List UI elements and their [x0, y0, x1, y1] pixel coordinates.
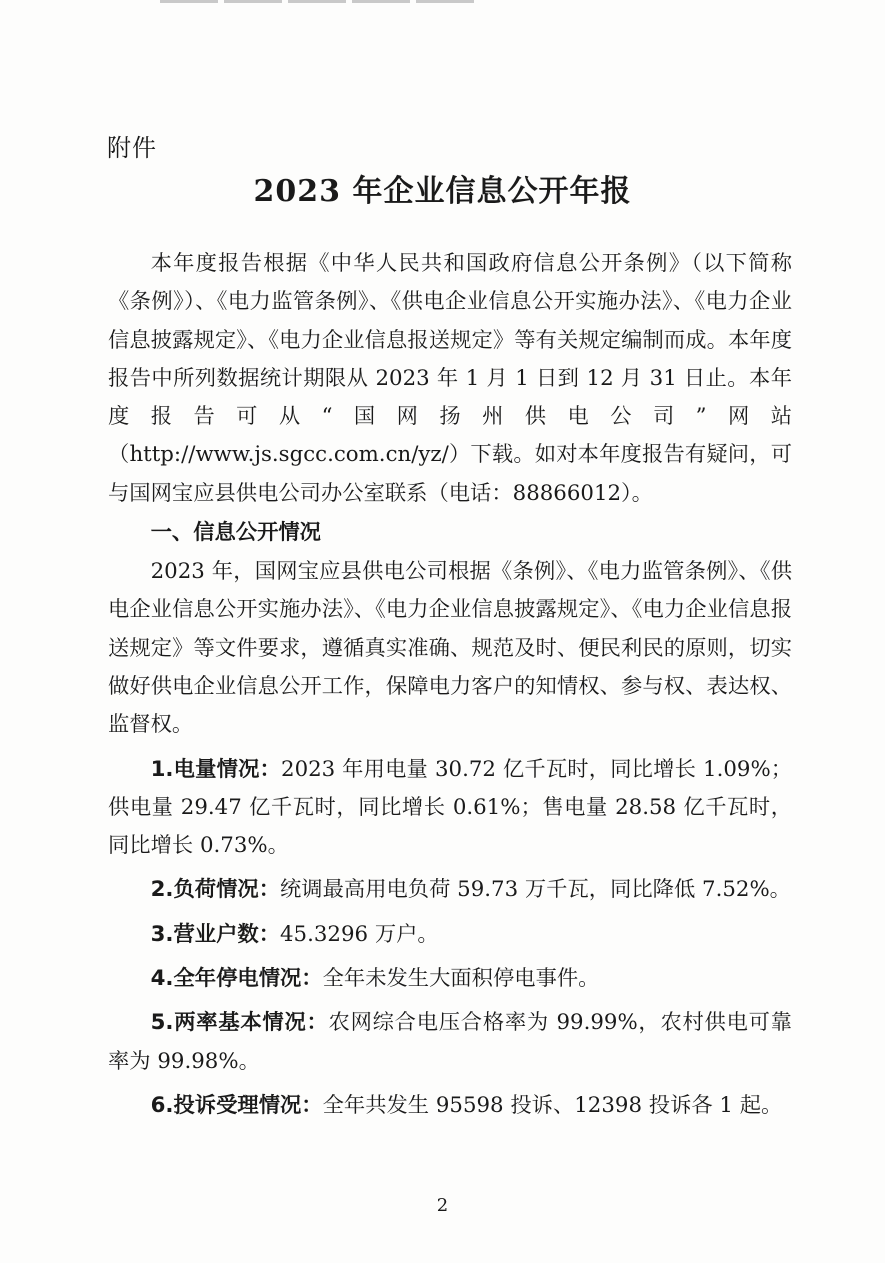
item-key: 4.全年停电情况：: [150, 966, 323, 992]
scan-marks: [160, 0, 490, 10]
item-load: [108, 871, 792, 909]
section-heading: 一、信息公开情况: [150, 520, 321, 546]
item-text: 全年未发生大面积停电事件。: [322, 966, 600, 992]
scan-mark: [352, 0, 410, 3]
item-text: 农网综合电压合格率为 99.99%，农村供电可靠率为 99.98%。: [108, 1010, 792, 1074]
item-text: 45.3296 万户。: [280, 921, 439, 947]
item-outage: [108, 960, 792, 998]
item-key: 6.投诉受理情况：: [150, 1092, 323, 1118]
document-title: 2023 年企业信息公开年报: [253, 174, 632, 209]
item-rates: [108, 1004, 792, 1081]
item-customers: [108, 916, 792, 954]
item-key: 5.两率基本情况：: [150, 1010, 329, 1036]
scan-mark: [160, 0, 218, 3]
item-key: 3.营业户数：: [150, 921, 280, 947]
document-body: [108, 245, 792, 1125]
item-complaints: [108, 1087, 792, 1125]
item-text: 全年共发生 95598 投诉、12398 投诉各 1 起。: [322, 1092, 783, 1118]
item-electricity: [108, 751, 792, 866]
scan-mark: [416, 0, 474, 3]
scan-mark: [288, 0, 346, 3]
item-key: 2.负荷情况：: [150, 877, 280, 903]
item-text: 统调最高用电负荷 59.73 万千瓦，同比降低 7.52%。: [280, 877, 791, 903]
scan-mark: [224, 0, 282, 3]
item-key: 1.电量情况：: [150, 756, 282, 782]
intro-paragraph: 本年度报告根据《中华人民共和国政府信息公开条例》（以下简称《条例》）、《电力监管条例》、《供电企业信息公开实施办法》、《电力企业信息披露规定》、《电力企业信息报送规定》等有关规定编制而成。本年度报告中所列数据统计期限从 2023 年 1 月 1 日到 12 月 31 日止。本年度报告可从“国网扬州供电公司”网站（http://www.js.sgcc.com.cn/yz/）下载。如对本年度报告有疑问，可与国网宝应县供电公司办公室联系（电话：88866012）。: [108, 251, 792, 506]
attachment-label: 附件: [107, 134, 157, 162]
section-paragraph: 2023 年，国网宝应县供电公司根据《条例》、《电力监管条例》、《供电企业信息公开实施办法》、《电力企业信息披露规定》、《电力企业信息报送规定》等文件要求，遵循真实准确、规范及时、便民利民的原则，切实做好供电企业信息公开工作，保障电力客户的知情权、参与权、表达权、监督权。: [108, 559, 792, 738]
page-number: 2: [436, 1195, 449, 1216]
item-text: 2023 年用电量 30.72 亿千瓦时，同比增长 1.09%；供电量 29.47 亿千瓦时，同比增长 0.61%；售电量 28.58 亿千瓦时，同比增长 0.73%。: [108, 756, 792, 859]
